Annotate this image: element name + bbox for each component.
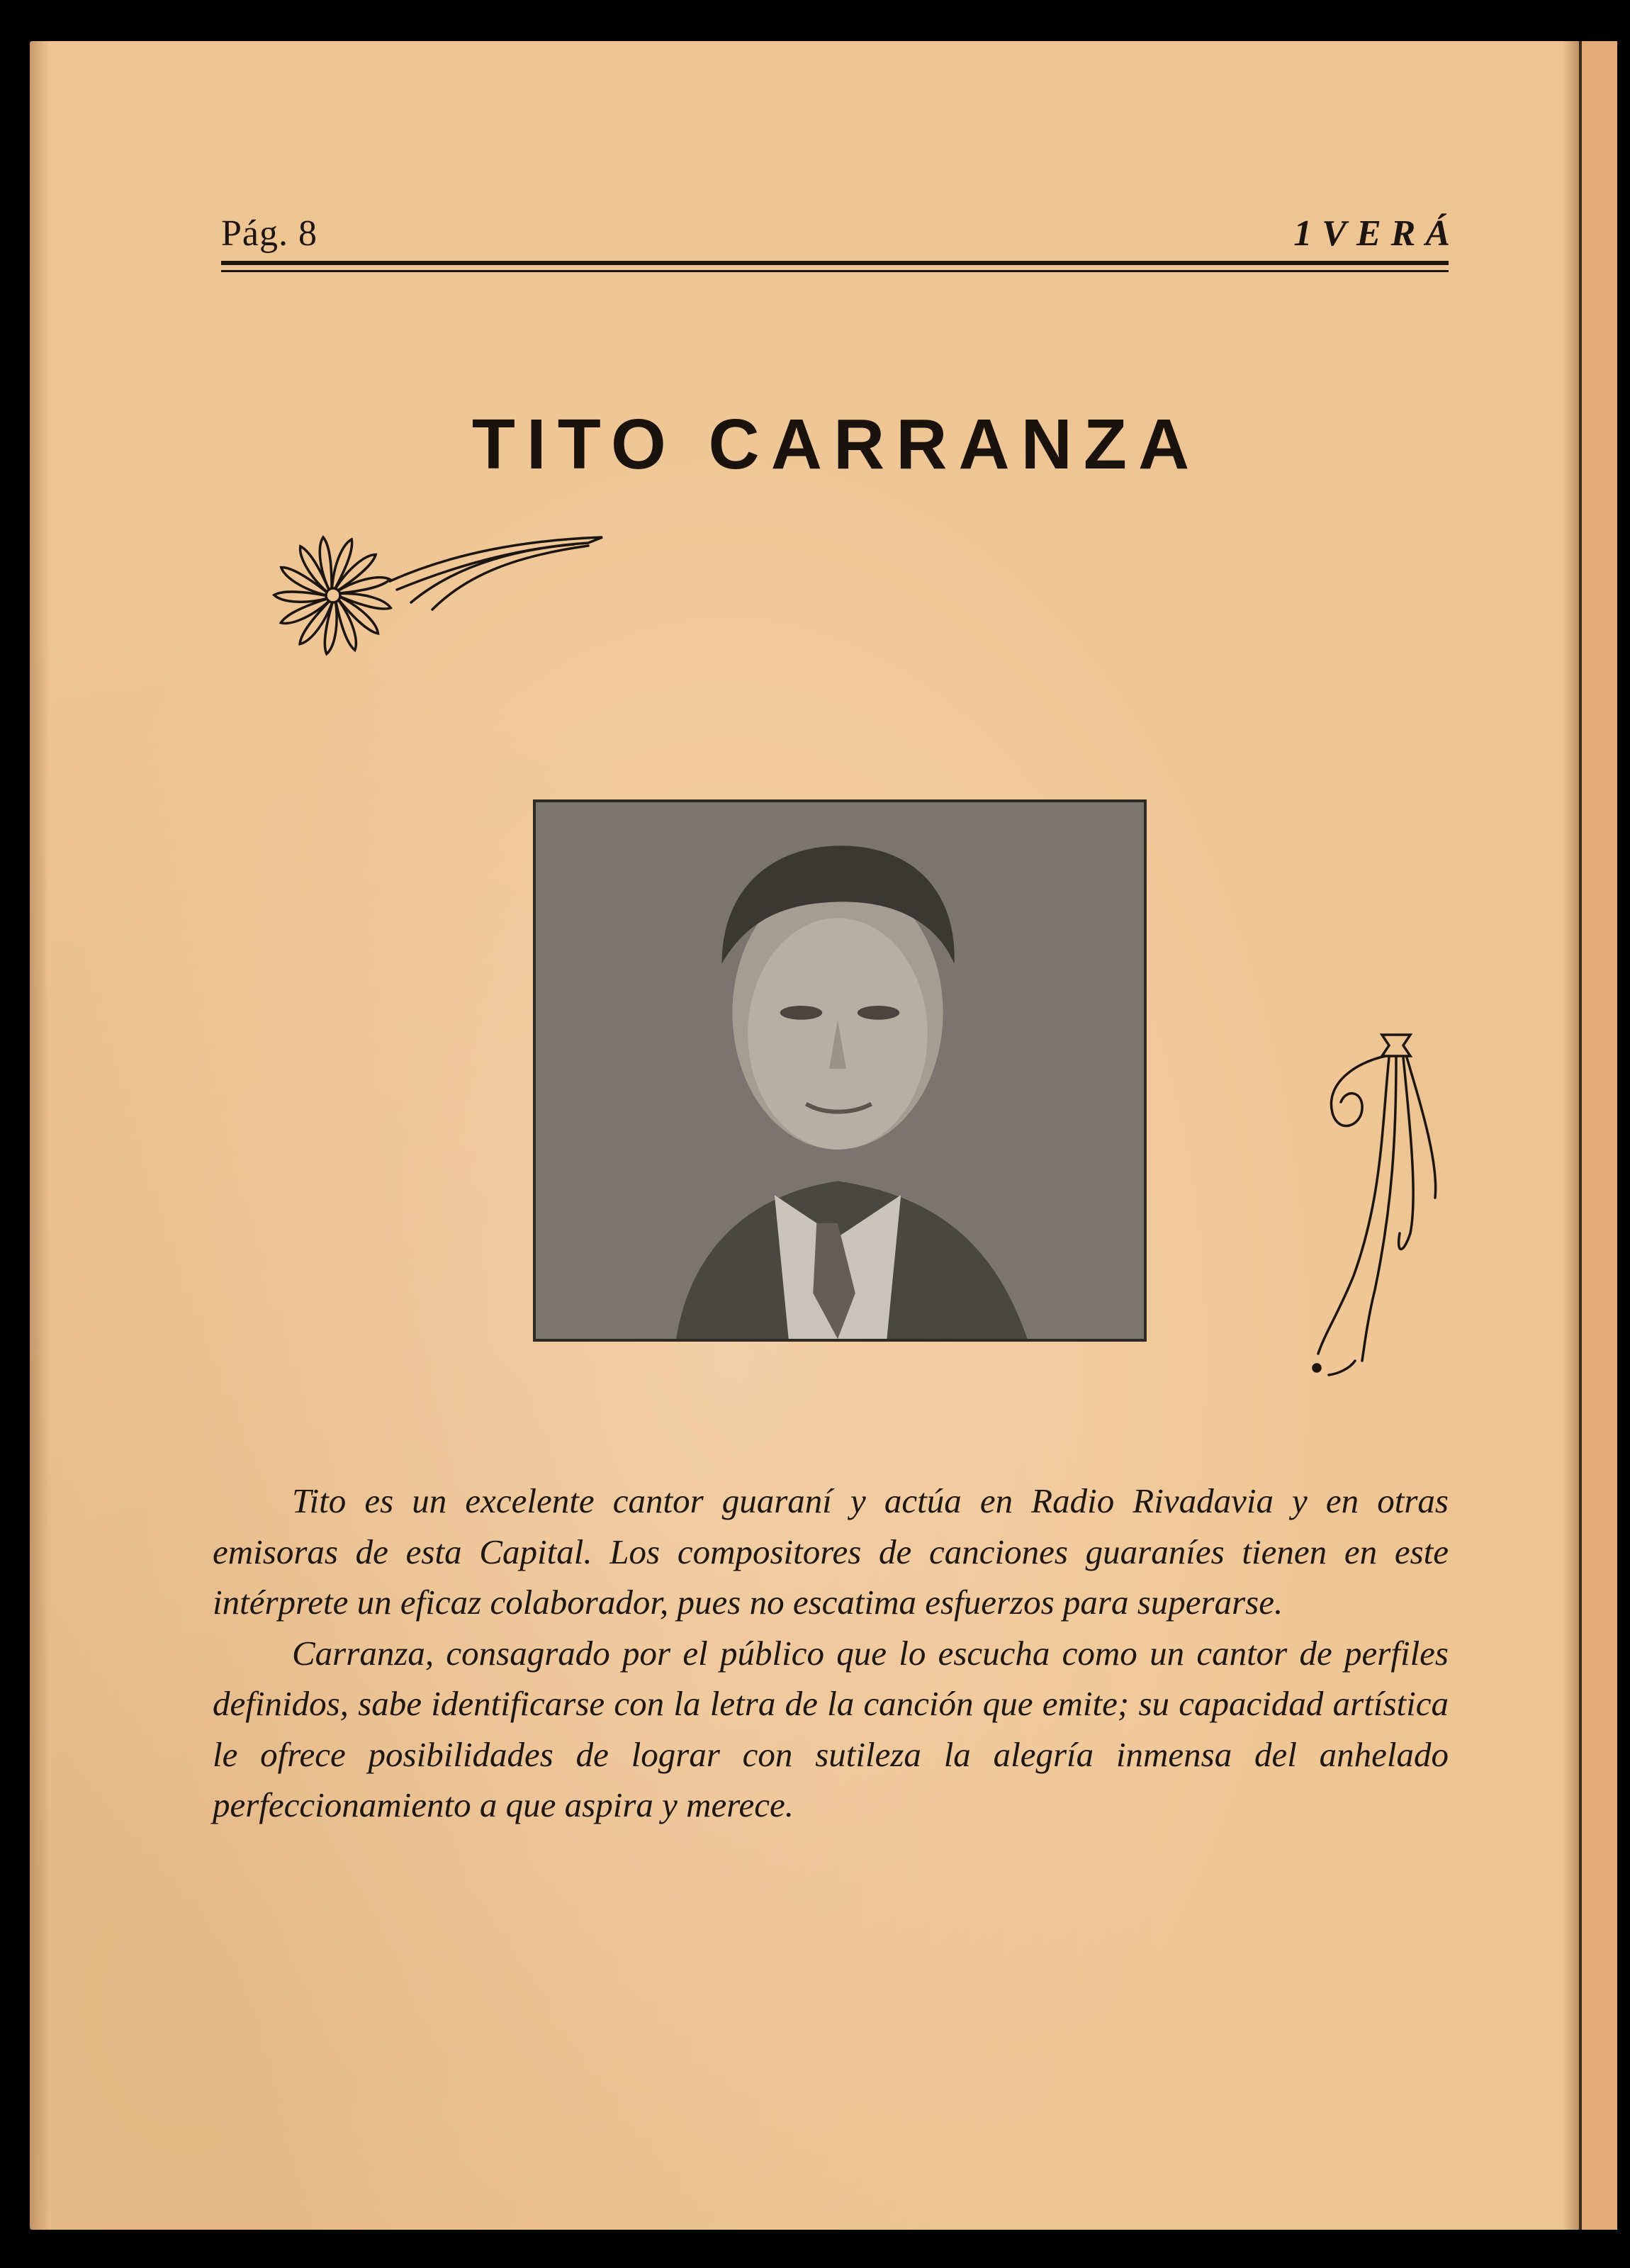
- article-body: [213, 1476, 1449, 1831]
- publication-name: 1VERÁ: [1293, 213, 1460, 254]
- header-rule-thick: [221, 261, 1449, 265]
- article-title: TITO CARRANZA: [471, 405, 1201, 484]
- header-rule-thin: [221, 270, 1449, 272]
- flower-ornament-icon: [220, 524, 617, 687]
- page-left-edge-shadow: [30, 41, 50, 2230]
- ribbon-flourish-icon: [1297, 1021, 1453, 1389]
- adjacent-page-edge: [1579, 41, 1617, 2230]
- article-paragraph: Carranza, consagrado por el público que lo escucha como un cantor de perfiles definidos, sabe identificarse con la letra de la canción que emite; su capacidad artística le ofrece posibilidades de lograr con sutileza la alegría inmensa del anhelado perfeccionamiento a que aspira y merece.: [213, 1633, 1449, 1824]
- page-number: Pág. 8: [221, 213, 317, 254]
- page-fold-shadow: [1563, 41, 1580, 2230]
- portrait-photo: [533, 799, 1147, 1342]
- article-paragraph: Tito es un excelente cantor guaraní y actúa en Radio Rivadavia y en otras emisoras de esta Capital. Los compositores de canciones guaraníes tienen en este intérprete un eficaz colaborador, pues no escatima esfuerzos para superarse.: [213, 1481, 1449, 1622]
